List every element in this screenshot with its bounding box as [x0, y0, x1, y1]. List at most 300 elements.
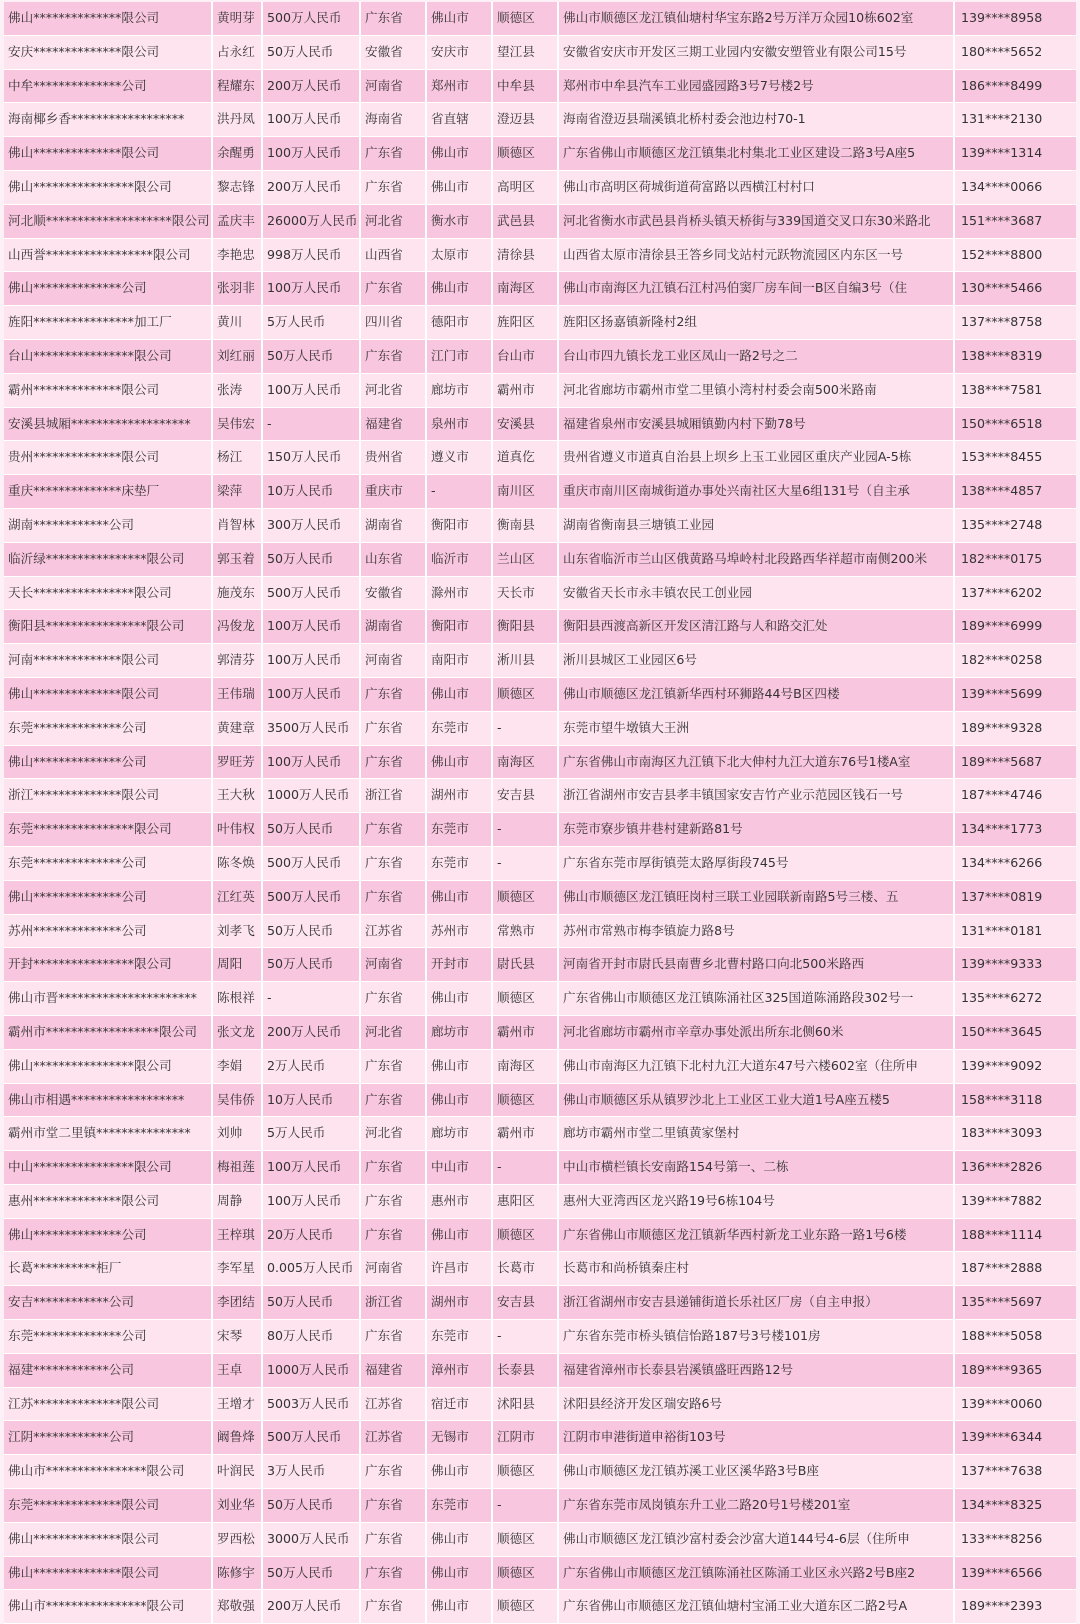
phone-cell: 158****3118	[954, 1083, 1076, 1117]
address-cell: 广东省佛山市顺德区龙江镇集北村集北工业区建设二路3号A座5	[558, 137, 954, 171]
table-row	[4, 475, 1076, 509]
table-row	[4, 103, 1076, 137]
district-cell: 惠阳区	[492, 1184, 558, 1218]
table-row	[4, 339, 1076, 373]
district-cell: 沭阳县	[492, 1387, 558, 1421]
province-cell: 广东省	[360, 880, 426, 914]
phone-cell: 133****8256	[954, 1522, 1076, 1556]
phone-cell: 137****8758	[954, 306, 1076, 340]
company-cell: 长葛**********柜厂	[4, 1252, 212, 1286]
person-cell: 王卓	[212, 1353, 262, 1387]
phone-cell: 188****5058	[954, 1320, 1076, 1354]
company-cell: 东莞**************公司	[4, 846, 212, 880]
district-cell: 安吉县	[492, 779, 558, 813]
phone-cell: 139****0060	[954, 1387, 1076, 1421]
province-cell: 广东省	[360, 1455, 426, 1489]
person-cell: 罗旺芳	[212, 745, 262, 779]
city-cell: 许昌市	[426, 1252, 492, 1286]
company-cell: 台山****************限公司	[4, 339, 212, 373]
capital-cell: -	[262, 982, 360, 1016]
company-cell: 旌阳****************加工厂	[4, 306, 212, 340]
person-cell: 陈根祥	[212, 982, 262, 1016]
district-cell: 兰山区	[492, 542, 558, 576]
person-cell: 叶伟权	[212, 813, 262, 847]
phone-cell: 187****4746	[954, 779, 1076, 813]
address-cell: 安徽省天长市永丰镇农民工创业园	[558, 576, 954, 610]
city-cell: 湖州市	[426, 1286, 492, 1320]
city-cell: 东莞市	[426, 813, 492, 847]
capital-cell: 10万人民币	[262, 1083, 360, 1117]
province-cell: 福建省	[360, 407, 426, 441]
district-cell: 顺德区	[492, 1522, 558, 1556]
capital-cell: 0.005万人民币	[262, 1252, 360, 1286]
company-cell: 佛山**************公司	[4, 272, 212, 306]
city-cell: 安庆市	[426, 35, 492, 69]
person-cell: 程耀东	[212, 69, 262, 103]
district-cell: 道真仡	[492, 441, 558, 475]
company-cell: 惠州**************限公司	[4, 1184, 212, 1218]
address-cell: 浙江省湖州市安吉县递铺街道长乐社区厂房（自主申报）	[558, 1286, 954, 1320]
person-cell: 罗西松	[212, 1522, 262, 1556]
person-cell: 梅祖莲	[212, 1151, 262, 1185]
phone-cell: 183****3093	[954, 1117, 1076, 1151]
province-cell: 广东省	[360, 813, 426, 847]
phone-cell: 135****6272	[954, 982, 1076, 1016]
city-cell: 佛山市	[426, 1455, 492, 1489]
company-cell: 佛山市相遇******************	[4, 1083, 212, 1117]
phone-cell: 150****3645	[954, 1015, 1076, 1049]
person-cell: 王大秋	[212, 779, 262, 813]
table-row	[4, 1049, 1076, 1083]
table-row	[4, 948, 1076, 982]
table-row	[4, 170, 1076, 204]
province-cell: 广东省	[360, 1184, 426, 1218]
district-cell: -	[492, 846, 558, 880]
phone-cell: 139****1314	[954, 137, 1076, 171]
company-cell: 安庆**************限公司	[4, 35, 212, 69]
phone-cell: 138****7581	[954, 373, 1076, 407]
table-row	[4, 1286, 1076, 1320]
province-cell: 河南省	[360, 1252, 426, 1286]
person-cell: 江红英	[212, 880, 262, 914]
capital-cell: 50万人民币	[262, 1556, 360, 1590]
person-cell: 黄川	[212, 306, 262, 340]
province-cell: 重庆市	[360, 475, 426, 509]
company-cell: 天长****************限公司	[4, 576, 212, 610]
table-row	[4, 610, 1076, 644]
person-cell: 郭玉着	[212, 542, 262, 576]
company-cell: 安吉************公司	[4, 1286, 212, 1320]
company-cell: 佛山**************限公司	[4, 2, 212, 35]
province-cell: 河北省	[360, 373, 426, 407]
district-cell: 望江县	[492, 35, 558, 69]
capital-cell: 50万人民币	[262, 1489, 360, 1523]
district-cell: 常熟市	[492, 914, 558, 948]
province-cell: 海南省	[360, 103, 426, 137]
capital-cell: 5万人民币	[262, 306, 360, 340]
capital-cell: -	[262, 407, 360, 441]
province-cell: 河南省	[360, 948, 426, 982]
address-cell: 贵州省遵义市道真自治县上坝乡上玉工业园区重庆产业园A-5栋	[558, 441, 954, 475]
city-cell: 惠州市	[426, 1184, 492, 1218]
phone-cell: 189****2393	[954, 1590, 1076, 1624]
district-cell: 天长市	[492, 576, 558, 610]
address-cell: 广东省佛山市顺德区龙江镇新华西村新龙工业东路一路1号6楼	[558, 1218, 954, 1252]
table-row	[4, 441, 1076, 475]
address-cell: 佛山市顺德区龙江镇仙塘村华宝东路2号万洋万众园10栋602室	[558, 2, 954, 35]
capital-cell: 1000万人民币	[262, 779, 360, 813]
city-cell: 佛山市	[426, 745, 492, 779]
company-cell: 苏州**************公司	[4, 914, 212, 948]
table-row	[4, 508, 1076, 542]
person-cell: 黎志锋	[212, 170, 262, 204]
table-row	[4, 1218, 1076, 1252]
district-cell: 南川区	[492, 475, 558, 509]
city-cell: 佛山市	[426, 137, 492, 171]
company-cell: 佛山****************限公司	[4, 1049, 212, 1083]
address-cell: 佛山市顺德区龙江镇新华西村环狮路44号B区四楼	[558, 677, 954, 711]
address-cell: 东莞市寮步镇井巷村建新路81号	[558, 813, 954, 847]
address-cell: 山西省太原市清徐县王答乡同戈站村元跃物流园区内东区一号	[558, 238, 954, 272]
capital-cell: 1000万人民币	[262, 1353, 360, 1387]
company-cell: 东莞**************公司	[4, 711, 212, 745]
person-cell: 周阳	[212, 948, 262, 982]
table-row	[4, 2, 1076, 35]
person-cell: 冯俊龙	[212, 610, 262, 644]
address-cell: 重庆市南川区南城街道办事处兴南社区大星6组131号（自主承	[558, 475, 954, 509]
phone-cell: 134****1773	[954, 813, 1076, 847]
table-row	[4, 69, 1076, 103]
capital-cell: 200万人民币	[262, 1015, 360, 1049]
person-cell: 陈冬焕	[212, 846, 262, 880]
city-cell: 佛山市	[426, 1218, 492, 1252]
company-cell: 福建************公司	[4, 1353, 212, 1387]
company-cell: 江阴************公司	[4, 1421, 212, 1455]
city-cell: 佛山市	[426, 677, 492, 711]
city-cell: 中山市	[426, 1151, 492, 1185]
capital-cell: 50万人民币	[262, 542, 360, 576]
phone-cell: 139****9333	[954, 948, 1076, 982]
company-cell: 佛山**************限公司	[4, 1556, 212, 1590]
city-cell: -	[426, 475, 492, 509]
province-cell: 广东省	[360, 1218, 426, 1252]
address-cell: 佛山市顺德区龙江镇沙富村委会沙富大道144号4-6层（住所申	[558, 1522, 954, 1556]
district-cell: -	[492, 813, 558, 847]
table-row	[4, 576, 1076, 610]
address-cell: 衡阳县西渡高新区开发区清江路与人和路交汇处	[558, 610, 954, 644]
province-cell: 福建省	[360, 1353, 426, 1387]
district-cell: 南海区	[492, 745, 558, 779]
district-cell: 长泰县	[492, 1353, 558, 1387]
address-cell: 江阴市申港街道申裕街103号	[558, 1421, 954, 1455]
phone-cell: 134****6266	[954, 846, 1076, 880]
address-cell: 廊坊市霸州市堂二里镇黄家堡村	[558, 1117, 954, 1151]
table-row	[4, 644, 1076, 678]
district-cell: 江阴市	[492, 1421, 558, 1455]
province-cell: 贵州省	[360, 441, 426, 475]
table-row	[4, 1252, 1076, 1286]
capital-cell: 500万人民币	[262, 880, 360, 914]
phone-cell: 151****3687	[954, 204, 1076, 238]
phone-cell: 134****8325	[954, 1489, 1076, 1523]
capital-cell: 100万人民币	[262, 610, 360, 644]
company-cell: 佛山**************公司	[4, 880, 212, 914]
address-cell: 佛山市顺德区龙江镇旺岗村三联工业园联新南路5号三楼、五	[558, 880, 954, 914]
company-cell: 佛山**************公司	[4, 1218, 212, 1252]
table-row	[4, 982, 1076, 1016]
province-cell: 广东省	[360, 1049, 426, 1083]
province-cell: 浙江省	[360, 779, 426, 813]
district-cell: 顺德区	[492, 677, 558, 711]
district-cell: 顺德区	[492, 137, 558, 171]
phone-cell: 139****9092	[954, 1049, 1076, 1083]
company-cell: 佛山市****************限公司	[4, 1590, 212, 1624]
city-cell: 东莞市	[426, 711, 492, 745]
table-row	[4, 779, 1076, 813]
address-cell: 佛山市南海区九江镇石江村冯伯窦厂房车间一B区自编3号（住	[558, 272, 954, 306]
table-row	[4, 1015, 1076, 1049]
city-cell: 开封市	[426, 948, 492, 982]
phone-cell: 131****0181	[954, 914, 1076, 948]
person-cell: 刘业华	[212, 1489, 262, 1523]
person-cell: 张羽非	[212, 272, 262, 306]
province-cell: 广东省	[360, 1151, 426, 1185]
person-cell: 王伟瑞	[212, 677, 262, 711]
capital-cell: 20万人民币	[262, 1218, 360, 1252]
phone-cell: 186****8499	[954, 69, 1076, 103]
phone-cell: 139****6566	[954, 1556, 1076, 1590]
phone-cell: 189****6999	[954, 610, 1076, 644]
company-cell: 霸州市堂二里镇***************	[4, 1117, 212, 1151]
person-cell: 黄建章	[212, 711, 262, 745]
province-cell: 广东省	[360, 2, 426, 35]
person-cell: 王增才	[212, 1387, 262, 1421]
capital-cell: 100万人民币	[262, 745, 360, 779]
address-cell: 广东省佛山市南海区九江镇下北大伸村九江大道东76号1楼A室	[558, 745, 954, 779]
city-cell: 佛山市	[426, 1556, 492, 1590]
person-cell: 杨江	[212, 441, 262, 475]
city-cell: 佛山市	[426, 982, 492, 1016]
phone-cell: 139****5699	[954, 677, 1076, 711]
district-cell: 霸州市	[492, 1015, 558, 1049]
capital-cell: 100万人民币	[262, 373, 360, 407]
capital-cell: 998万人民币	[262, 238, 360, 272]
city-cell: 衡阳市	[426, 610, 492, 644]
city-cell: 湖州市	[426, 779, 492, 813]
person-cell: 李艳忠	[212, 238, 262, 272]
capital-cell: 200万人民币	[262, 1590, 360, 1624]
company-cell: 佛山市晋**********************	[4, 982, 212, 1016]
province-cell: 广东省	[360, 1556, 426, 1590]
province-cell: 河北省	[360, 204, 426, 238]
table-row	[4, 880, 1076, 914]
phone-cell: 180****5652	[954, 35, 1076, 69]
address-cell: 河北省廊坊市霸州市堂二里镇小湾村村委会南500米路南	[558, 373, 954, 407]
company-cell: 衡阳县****************限公司	[4, 610, 212, 644]
table-row	[4, 914, 1076, 948]
city-cell: 佛山市	[426, 1083, 492, 1117]
district-cell: 衡南县	[492, 508, 558, 542]
company-cell: 贵州**************限公司	[4, 441, 212, 475]
city-cell: 廊坊市	[426, 1117, 492, 1151]
address-cell: 沭阳县经济开发区瑞安路6号	[558, 1387, 954, 1421]
table-row	[4, 813, 1076, 847]
table-row	[4, 677, 1076, 711]
table-row	[4, 407, 1076, 441]
city-cell: 佛山市	[426, 170, 492, 204]
district-cell: 霸州市	[492, 373, 558, 407]
address-cell: 河北省廊坊市霸州市辛章办事处派出所东北侧60米	[558, 1015, 954, 1049]
address-cell: 中山市横栏镇长安南路154号第一、二栋	[558, 1151, 954, 1185]
person-cell: 洪丹凤	[212, 103, 262, 137]
company-cell: 安溪县城厢*******************	[4, 407, 212, 441]
province-cell: 河北省	[360, 1117, 426, 1151]
district-cell: 尉氏县	[492, 948, 558, 982]
address-cell: 长葛市和尚桥镇秦庄村	[558, 1252, 954, 1286]
address-cell: 福建省泉州市安溪县城厢镇勤内村下勤78号	[558, 407, 954, 441]
address-cell: 安徽省安庆市开发区三期工业园内安徽安塑管业有限公司15号	[558, 35, 954, 69]
capital-cell: 3000万人民币	[262, 1522, 360, 1556]
city-cell: 遵义市	[426, 441, 492, 475]
phone-cell: 189****5687	[954, 745, 1076, 779]
district-cell: 顺德区	[492, 982, 558, 1016]
capital-cell: 100万人民币	[262, 137, 360, 171]
address-cell: 河北省衡水市武邑县肖桥头镇天桥街与339国道交叉口东30米路北	[558, 204, 954, 238]
person-cell: 周静	[212, 1184, 262, 1218]
city-cell: 临沂市	[426, 542, 492, 576]
person-cell: 叶润民	[212, 1455, 262, 1489]
table-row	[4, 1455, 1076, 1489]
phone-cell: 138****4857	[954, 475, 1076, 509]
capital-cell: 50万人民币	[262, 813, 360, 847]
person-cell: 阚鲁烽	[212, 1421, 262, 1455]
person-cell: 宋琴	[212, 1320, 262, 1354]
address-cell: 郑州市中牟县汽车工业园盛园路3号7号楼2号	[558, 69, 954, 103]
phone-cell: 137****0819	[954, 880, 1076, 914]
province-cell: 广东省	[360, 339, 426, 373]
capital-cell: 26000万人民币	[262, 204, 360, 238]
province-cell: 广东省	[360, 711, 426, 745]
district-cell: 清徐县	[492, 238, 558, 272]
phone-cell: 138****8319	[954, 339, 1076, 373]
capital-cell: 500万人民币	[262, 846, 360, 880]
phone-cell: 139****6344	[954, 1421, 1076, 1455]
district-cell: 顺德区	[492, 1556, 558, 1590]
person-cell: 黄明芽	[212, 2, 262, 35]
company-cell: 中山****************限公司	[4, 1151, 212, 1185]
city-cell: 泉州市	[426, 407, 492, 441]
district-cell: -	[492, 711, 558, 745]
district-cell: 淅川县	[492, 644, 558, 678]
province-cell: 安徽省	[360, 576, 426, 610]
person-cell: 肖智林	[212, 508, 262, 542]
table-row	[4, 1320, 1076, 1354]
city-cell: 东莞市	[426, 1489, 492, 1523]
district-cell: -	[492, 1320, 558, 1354]
phone-cell: 187****2888	[954, 1252, 1076, 1286]
address-cell: 湖南省衡南县三塘镇工业园	[558, 508, 954, 542]
person-cell: 李团结	[212, 1286, 262, 1320]
address-cell: 台山市四九镇长龙工业区凤山一路2号之二	[558, 339, 954, 373]
capital-cell: 500万人民币	[262, 1421, 360, 1455]
address-cell: 河南省开封市尉氏县南曹乡北曹村路口向北500米路西	[558, 948, 954, 982]
city-cell: 佛山市	[426, 272, 492, 306]
company-cell: 河南**************限公司	[4, 644, 212, 678]
address-cell: 广东省佛山市顺德区龙江镇仙塘村宝涌工业大道东区二路2号A	[558, 1590, 954, 1624]
table-row	[4, 1083, 1076, 1117]
province-cell: 广东省	[360, 1489, 426, 1523]
capital-cell: 100万人民币	[262, 677, 360, 711]
phone-cell: 153****8455	[954, 441, 1076, 475]
city-cell: 省直辖	[426, 103, 492, 137]
person-cell: 李军星	[212, 1252, 262, 1286]
city-cell: 佛山市	[426, 880, 492, 914]
address-cell: 浙江省湖州市安吉县孝丰镇国家安吉竹产业示范园区钱石一号	[558, 779, 954, 813]
district-cell: 台山市	[492, 339, 558, 373]
capital-cell: 50万人民币	[262, 948, 360, 982]
province-cell: 广东省	[360, 137, 426, 171]
district-cell: 中牟县	[492, 69, 558, 103]
city-cell: 东莞市	[426, 846, 492, 880]
district-cell: 顺德区	[492, 2, 558, 35]
city-cell: 佛山市	[426, 1590, 492, 1624]
province-cell: 广东省	[360, 846, 426, 880]
company-cell: 佛山**************公司	[4, 745, 212, 779]
address-cell: 广东省佛山市顺德区龙江镇陈涌社区325国道陈涌路段302号一	[558, 982, 954, 1016]
capital-cell: 500万人民币	[262, 576, 360, 610]
capital-cell: 3500万人民币	[262, 711, 360, 745]
province-cell: 江苏省	[360, 914, 426, 948]
district-cell: 安溪县	[492, 407, 558, 441]
phone-cell: 139****7882	[954, 1184, 1076, 1218]
address-cell: 苏州市常熟市梅李镇旋力路8号	[558, 914, 954, 948]
company-cell: 霸州市******************限公司	[4, 1015, 212, 1049]
district-cell: 衡阳县	[492, 610, 558, 644]
city-cell: 江门市	[426, 339, 492, 373]
table-row	[4, 1387, 1076, 1421]
table-row	[4, 1117, 1076, 1151]
person-cell: 吴伟侨	[212, 1083, 262, 1117]
address-cell: 福建省漳州市长泰县岩溪镇盛旺西路12号	[558, 1353, 954, 1387]
table-row	[4, 1353, 1076, 1387]
city-cell: 衡水市	[426, 204, 492, 238]
province-cell: 湖南省	[360, 610, 426, 644]
person-cell: 刘帅	[212, 1117, 262, 1151]
table-row	[4, 1590, 1076, 1624]
company-cell: 中牟**************公司	[4, 69, 212, 103]
province-cell: 河南省	[360, 644, 426, 678]
province-cell: 广东省	[360, 272, 426, 306]
city-cell: 太原市	[426, 238, 492, 272]
address-cell: 佛山市顺德区乐从镇罗沙北上工业区工业大道1号A座五楼5	[558, 1083, 954, 1117]
company-cell: 浙江**************限公司	[4, 779, 212, 813]
company-cell: 湖南************公司	[4, 508, 212, 542]
phone-cell: 130****5466	[954, 272, 1076, 306]
table-row	[4, 846, 1076, 880]
person-cell: 张文龙	[212, 1015, 262, 1049]
province-cell: 广东省	[360, 1320, 426, 1354]
phone-cell: 135****5697	[954, 1286, 1076, 1320]
district-cell: 南海区	[492, 1049, 558, 1083]
phone-cell: 137****6202	[954, 576, 1076, 610]
city-cell: 衡阳市	[426, 508, 492, 542]
capital-cell: 100万人民币	[262, 272, 360, 306]
address-cell: 佛山市南海区九江镇下北村九江大道东47号六楼602室（住所申	[558, 1049, 954, 1083]
province-cell: 广东省	[360, 1590, 426, 1624]
company-cell: 重庆**************床垫厂	[4, 475, 212, 509]
capital-cell: 10万人民币	[262, 475, 360, 509]
person-cell: 张涛	[212, 373, 262, 407]
